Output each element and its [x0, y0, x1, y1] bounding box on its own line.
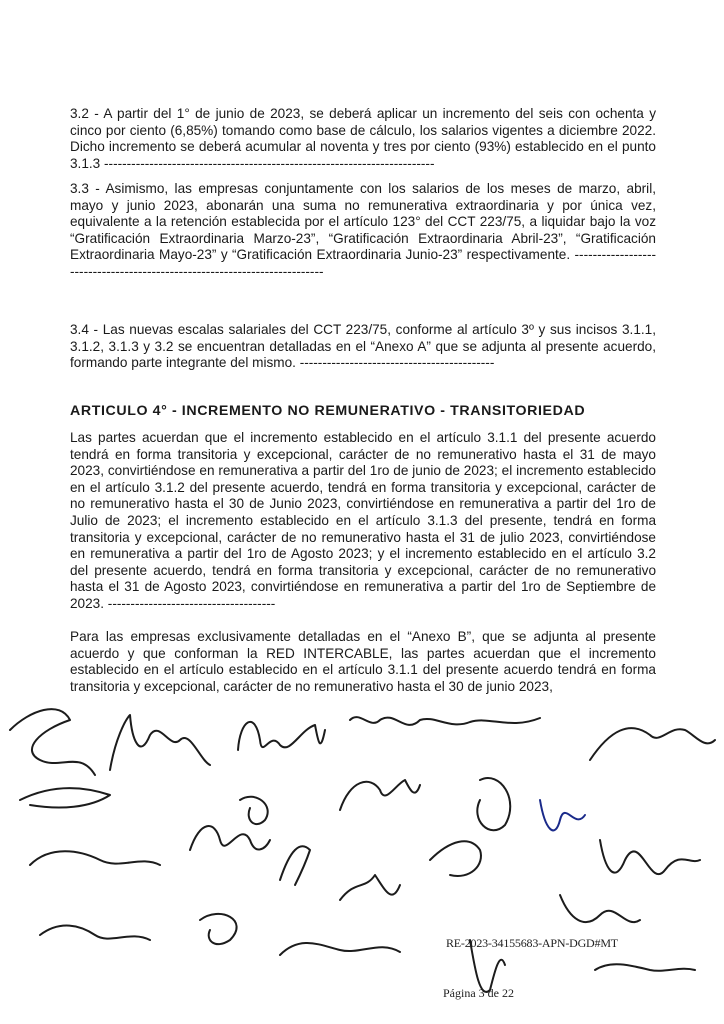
document-id: RE-2023-34155683-APN-DGD#MT	[446, 936, 618, 950]
signature-16	[40, 926, 150, 940]
signature-1	[10, 709, 95, 775]
signature-10	[190, 826, 270, 850]
paragraph-3-2: 3.2 - A partir del 1° de junio de 2023, se deberá aplicar un incremento del seis con ochenta y cinco por ciento (6,85%) tomando como base de cálculo, los salarios vigentes a diciembre 2022. Dicho incremento se deberá acumular al noventa y tres por ciento (93%) establecido en el punto 3.1.3 -------------------------------------------------------------------------	[70, 106, 656, 171]
signature-9	[540, 800, 585, 830]
signature-14	[600, 840, 700, 874]
paragraph-3-3: 3.3 - Asimismo, las empresas conjuntamente con los salarios de los meses de marzo, abril, mayo y junio 2023, abonarán una suma no remunerativa extraordinaria y por única vez, equivalente a la retención establecida por el artículo 123° del CCT 223/75, a liquidar bajo la voz “Gratificación Extraordinaria Marzo-23”, “Gratificación Extraordinaria Abril-23”, “Gratificación Extraordinaria Mayo-23” y “Gratificación Extraordinaria Junio-23” respectivamente. --------------------------------------------------------------------------	[70, 181, 656, 279]
signature-3	[238, 722, 325, 750]
signature-22	[240, 797, 268, 824]
signature-21	[200, 914, 237, 944]
signature-12	[30, 851, 160, 865]
signature-20	[595, 964, 695, 971]
signatures-area	[0, 690, 724, 1024]
signature-18	[280, 943, 400, 955]
signature-11	[280, 846, 310, 885]
signature-5	[590, 728, 715, 760]
paragraph-article-4-b: Para las empresas exclusivamente detalladas en el “Anexo B”, que se adjunta al presente acuerdo y que conforman la RED INTERCABLE, las partes acuerdan que el incremento establecido en el artículo establecido en el artículo 3.1.1 del presente acuerdo tendrá en forma transitoria y excepcional, carácter de no remunerativo hasta el 30 de junio 2023,	[70, 629, 656, 694]
signature-2	[110, 715, 210, 770]
signature-4	[350, 717, 540, 725]
page-number: Página 3 de 22	[443, 986, 514, 1000]
signature-17	[560, 895, 640, 922]
signature-13	[430, 841, 481, 876]
article-4-heading: ARTICULO 4° - INCREMENTO NO REMUNERATIVO - TRANSITORIEDAD	[70, 403, 586, 419]
paragraph-article-4-a: Las partes acuerdan que el incremento establecido en el artículo 3.1.1 del presente acuerdo tendrá en forma transitoria y excepcional, carácter de no remunerativo hasta el 31 de mayo 2023, convirtiéndose en remunerativa a partir del 1ro de junio de 2023; el incremento establecido en el artículo 3.1.2 del presente acuerdo, tendrá en forma transitoria y excepcional, carácter de no remunerativo hasta el 30 de Junio 2023, convirtiéndose en remunerativa a partir del 1ro de Julio de 2023; el incremento establecido en el artículo 3.1.3 del presente, tendrá en forma transitoria y excepcional, carácter de no remunerativo hasta el 31 de julio 2023, convirtiéndose en remunerativa a partir del 1ro de Agosto 2023; y el incremento establecido en el artículo 3.2 del presente acuerdo, tendrá en forma transitoria y excepcional, carácter de no remunerativo hasta el 31 de Agosto 2023, convirtiéndose en remunerativa a partir del 1ro de Septiembre de 2023. -------------------------------------	[70, 430, 656, 611]
signature-6	[20, 788, 110, 807]
signature-7	[340, 780, 420, 810]
paragraph-3-4: 3.4 - Las nuevas escalas salariales del CCT 223/75, conforme al artículo 3º y sus incisos 3.1.1, 3.1.2, 3.1.3 y 3.2 se encuentran detalladas en el “Anexo A” que se adjunta al presente acuerdo, formando parte integrante del mismo. -------------------------------------------	[70, 322, 656, 371]
signature-8	[477, 778, 510, 830]
signature-15	[340, 875, 400, 900]
